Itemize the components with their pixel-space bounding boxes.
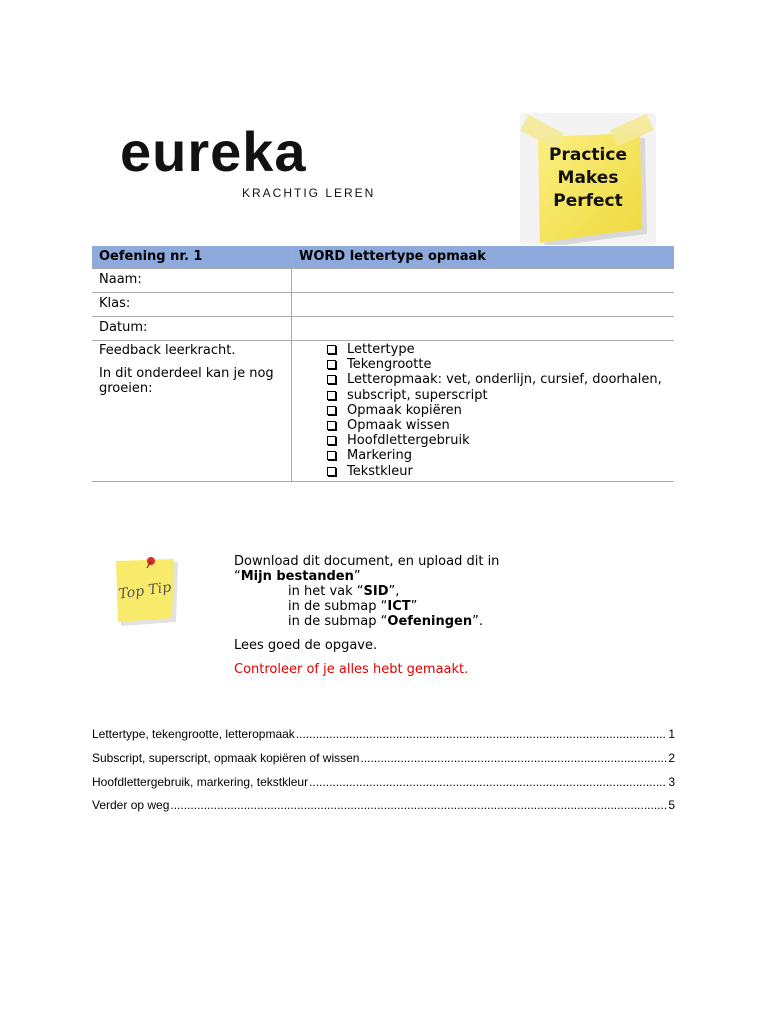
toc-title: Verder op weg — [92, 798, 170, 812]
toc-page: 5 — [668, 798, 675, 812]
note-line-2: Makes — [557, 168, 619, 188]
checklist-item[interactable]: Lettertype — [325, 342, 667, 357]
instruction-submap-oefeningen: in de submap “Oefeningen”. — [288, 614, 483, 629]
eureka-logo: eureka — [120, 120, 307, 183]
date-label: Datum: — [92, 317, 292, 341]
vak-label: SID — [363, 584, 389, 599]
feedback-row — [92, 341, 674, 482]
toc-entry[interactable] — [92, 751, 675, 765]
toc-page: 1 — [668, 727, 675, 741]
feedback-checklist — [325, 342, 667, 479]
checklist-item[interactable]: Opmaak kopiëren — [325, 403, 667, 418]
toc-leader — [170, 798, 667, 812]
class-label: Klas: — [92, 293, 292, 317]
submap-oefeningen-label: Oefeningen — [387, 614, 473, 629]
instruction-check: Controleer of je alles hebt gemaakt. — [234, 662, 469, 677]
toc-page: 3 — [668, 775, 675, 789]
checklist-item[interactable]: Opmaak wissen — [325, 418, 667, 433]
practice-makes-perfect-image — [520, 113, 656, 245]
toc-title: Hoofdlettergebruik, markering, tekstkleur — [92, 775, 309, 789]
instruction-download: Download dit document, en upload dit in — [234, 554, 500, 569]
instruction-read: Lees goed de opgave. — [234, 638, 378, 653]
feedback-note: In dit onderdeel kan je nog groeien: — [99, 366, 274, 396]
toc-leader — [360, 751, 667, 765]
feedback-label: Feedback leerkracht. — [99, 343, 236, 358]
table-header-row — [92, 246, 674, 269]
instruction-mijn-bestanden: “Mijn bestanden” — [234, 569, 361, 584]
toc-leader — [309, 775, 667, 789]
mijn-bestanden-label: Mijn bestanden — [240, 569, 354, 584]
checklist-item[interactable]: Letteropmaak: vet, onderlijn, cursief, doorhalen, — [325, 372, 667, 387]
instruction-submap-ict: in de submap “ICT” — [288, 599, 418, 614]
toc-leader — [296, 727, 668, 741]
toc-entry[interactable] — [92, 798, 675, 812]
checklist-item[interactable]: Tekengrootte — [325, 357, 667, 372]
submap-ict-label: ICT — [387, 599, 411, 614]
date-field[interactable] — [292, 317, 675, 341]
toc-entry[interactable] — [92, 775, 675, 789]
table-row — [92, 293, 674, 317]
name-field[interactable] — [292, 269, 675, 293]
logo-tagline: KRACHTIG LEREN — [242, 186, 376, 200]
note-line-3: Perfect — [553, 191, 623, 211]
exercise-title-cell: WORD lettertype opmaak — [292, 246, 675, 269]
checklist-item[interactable]: Markering — [325, 448, 667, 463]
name-label: Naam: — [92, 269, 292, 293]
top-tip-image — [110, 554, 180, 628]
toc-page: 2 — [668, 751, 675, 765]
checklist-item[interactable]: Tekstkleur — [325, 464, 667, 479]
checklist-item[interactable]: subscript, superscript — [325, 388, 667, 403]
toc-title: Subscript, superscript, opmaak kopiëren of wissen — [92, 751, 360, 765]
toc-entry[interactable] — [92, 727, 675, 741]
table-row — [92, 317, 674, 341]
exercise-table — [92, 246, 674, 482]
instructions-block — [234, 554, 499, 677]
note-line-1: Practice — [549, 145, 627, 165]
checklist-item[interactable]: Hoofdlettergebruik — [325, 433, 667, 448]
toc-title: Lettertype, tekengrootte, letteropmaak — [92, 727, 295, 741]
table-row — [92, 269, 674, 293]
exercise-number-cell: Oefening nr. 1 — [92, 246, 292, 269]
top-tip-text: Top Tip — [117, 579, 173, 603]
instruction-vak: in het vak “SID”, — [288, 584, 400, 599]
class-field[interactable] — [292, 293, 675, 317]
